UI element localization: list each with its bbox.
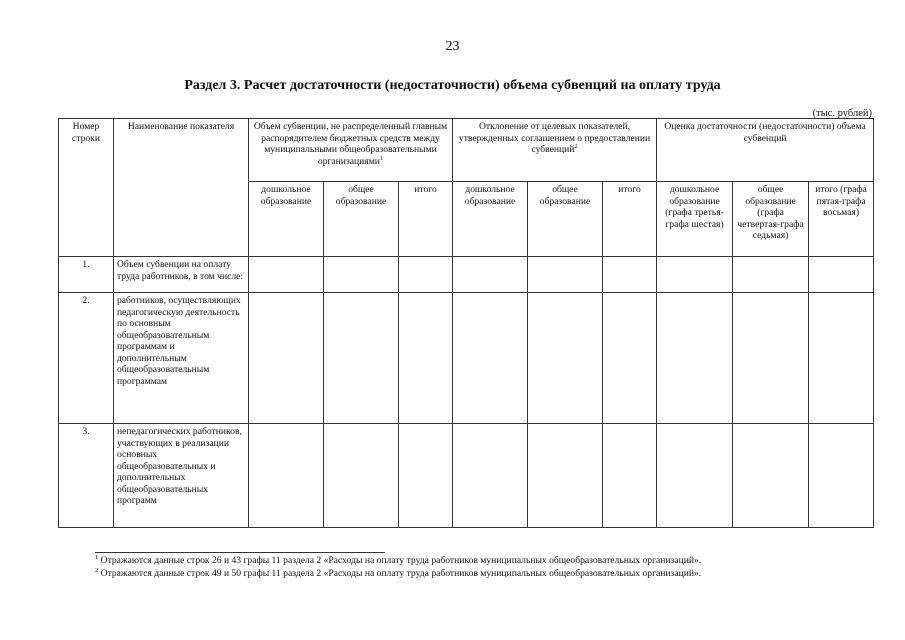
header-group-undistributed <box>249 119 453 182</box>
header-general-2: общее образование <box>528 182 603 257</box>
page-number: 23 <box>445 39 460 54</box>
footnote-ref-1: 1 <box>379 154 384 162</box>
data-cell <box>733 424 809 528</box>
units-label: (тыс. рублей) <box>812 108 872 119</box>
footnote-2 <box>95 568 701 579</box>
header-total-1: итого <box>399 182 453 257</box>
data-cell <box>399 293 453 424</box>
row-number: 3. <box>59 424 114 528</box>
header-preschool-1: дошкольное образование <box>249 182 324 257</box>
data-cell <box>603 257 657 293</box>
data-cell <box>657 257 733 293</box>
data-cell <box>528 257 603 293</box>
data-cell <box>809 424 874 528</box>
row-name: непедагогических работников, участвующих в реализации основных общеобразовательных и дополнительных общеобразовательных программ <box>114 424 249 528</box>
footnote-text-2: Отражаются данные строк 49 и 50 графы 11 раздела 2 «Расходы на оплату труда работников муниципальных общеобразовательных организаций». <box>98 568 702 579</box>
table-row <box>59 293 874 424</box>
data-cell <box>399 424 453 528</box>
footnote-1 <box>95 555 701 566</box>
data-cell <box>733 293 809 424</box>
data-cell <box>399 257 453 293</box>
data-cell <box>324 424 399 528</box>
row-number: 1. <box>59 257 114 293</box>
data-cell <box>528 424 603 528</box>
data-cell <box>603 293 657 424</box>
data-cell <box>657 293 733 424</box>
table-row <box>59 257 874 293</box>
data-cell <box>528 293 603 424</box>
footnote-mark-2: 2 <box>95 566 99 574</box>
data-cell <box>453 257 528 293</box>
header-indicator-name: Наименование показателя <box>114 119 249 257</box>
row-number: 2. <box>59 293 114 424</box>
data-cell <box>249 424 324 528</box>
footnote-divider <box>95 552 385 553</box>
header-group-deviation <box>453 119 657 182</box>
data-cell <box>249 293 324 424</box>
header-group-undistributed-text: Объем субвенции, не распределенный главным распорядителем бюджетных средств между муниципальными общеобразовательными организациями <box>253 121 448 167</box>
data-cell <box>603 424 657 528</box>
row-name: работников, осуществляющих педагогическую деятельность по основным общеобразовательным программам и дополнительным общеобразовательным программам <box>114 293 249 424</box>
header-general-calc: общее образование (графа четвертая-графа седьмая) <box>733 182 809 257</box>
header-row-number: Номер строки <box>59 119 114 257</box>
header-preschool-calc: дошкольное образование (графа третья-графа шестая) <box>657 182 733 257</box>
header-total-calc: итого (графа пятая-графа восьмая) <box>809 182 874 257</box>
subsidy-adequacy-table <box>58 118 874 528</box>
header-row-1 <box>59 119 874 182</box>
footnote-ref-2: 2 <box>574 142 578 150</box>
footnote-text-1: Отражаются данные строк 26 и 43 графы 11 раздела 2 «Расходы на оплату труда работников муниципальных общеобразовательных организаций». <box>98 555 702 566</box>
row-name: Объем субвенции на оплату труда работников, в том числе: <box>114 257 249 293</box>
footnote-mark-1: 1 <box>95 553 99 561</box>
section-title: Раздел 3. Расчет достаточности (недостаточности) объема субвенций на оплату труда <box>184 78 721 93</box>
table-row <box>59 424 874 528</box>
header-group-deviation-text: Отклонение от целевых показателей, утвержденных соглашением о предоставлении субвенций <box>458 121 651 155</box>
header-preschool-2: дошкольное образование <box>453 182 528 257</box>
data-cell <box>453 424 528 528</box>
data-cell <box>324 257 399 293</box>
data-cell <box>453 293 528 424</box>
header-group-assessment: Оценка достаточности (недостаточности) объема субвенций <box>657 119 874 182</box>
data-cell <box>657 424 733 528</box>
data-cell <box>324 293 399 424</box>
header-general-1: общее образование <box>324 182 399 257</box>
header-total-2: итого <box>603 182 657 257</box>
data-cell <box>249 257 324 293</box>
data-cell <box>809 257 874 293</box>
data-cell <box>809 293 874 424</box>
data-cell <box>733 257 809 293</box>
